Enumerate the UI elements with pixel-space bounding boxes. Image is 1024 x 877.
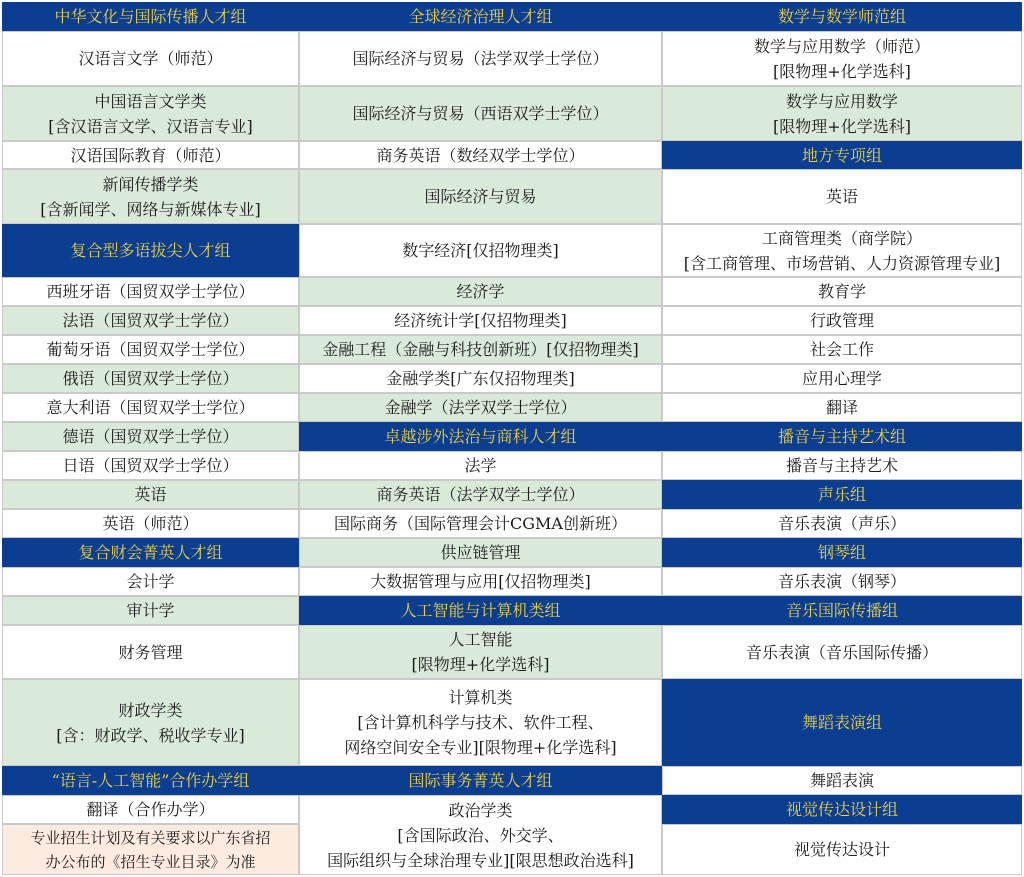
major-cell: 教育学 bbox=[662, 277, 1022, 306]
major-cell: 西班牙语（国贸双学士学位） bbox=[2, 277, 299, 306]
major-cell: 经济学 bbox=[299, 277, 662, 306]
major-cell: 国际商务（国际管理会计CGMA创新班） bbox=[299, 509, 662, 538]
major-cell: 国际经济与贸易（法学双学士学位） bbox=[299, 31, 662, 86]
major-cell: 国际经济与贸易（西语双学士学位） bbox=[299, 86, 662, 141]
major-cell: 审计学 bbox=[2, 596, 299, 625]
major-cell: 财政学类 [含：财政学、税收学专业] bbox=[2, 679, 299, 766]
major-cell: 行政管理 bbox=[662, 306, 1022, 335]
major-cell: 数学与应用数学 [限物理+化学选科] bbox=[662, 86, 1022, 141]
major-cell: 金融学类[广东仅招物理类] bbox=[299, 364, 662, 393]
major-cell: 英语 bbox=[2, 480, 299, 509]
major-cell: 英语（师范） bbox=[2, 509, 299, 538]
major-cell: 大数据管理与应用[仅招物理类] bbox=[299, 567, 662, 596]
major-cell: 视觉传达设计 bbox=[662, 824, 1022, 875]
major-cell: 翻译（合作办学） bbox=[2, 795, 299, 824]
major-cell: 翻译 bbox=[662, 393, 1022, 422]
major-cell: 政治学类 [含国际政治、外交学、 国际组织与全球治理专业][限思想政治选科] bbox=[299, 795, 662, 875]
major-cell: 数字经济[仅招物理类] bbox=[299, 224, 662, 277]
group-header: 舞蹈表演组 bbox=[662, 679, 1022, 766]
major-cell: 人工智能 [限物理+化学选科] bbox=[299, 625, 662, 679]
group-header: 数学与数学师范组 bbox=[662, 2, 1022, 31]
major-cell: 应用心理学 bbox=[662, 364, 1022, 393]
group-header: 卓越涉外法治与商科人才组 bbox=[299, 422, 662, 451]
major-cell: 经济统计学[仅招物理类] bbox=[299, 306, 662, 335]
major-cell: 音乐表演（钢琴） bbox=[662, 567, 1022, 596]
major-cell: 意大利语（国贸双学士学位） bbox=[2, 393, 299, 422]
major-cell: 德语（国贸双学士学位） bbox=[2, 422, 299, 451]
column-2 bbox=[299, 2, 662, 875]
group-header: “语言-人工智能”合作办学组 bbox=[2, 766, 299, 795]
group-header: 复合型多语拔尖人才组 bbox=[2, 224, 299, 277]
major-cell: 汉语言文学（师范） bbox=[2, 31, 299, 86]
major-cell: 商务英语（法学双学士学位） bbox=[299, 480, 662, 509]
major-cell: 数学与应用数学（师范） [限物理+化学选科] bbox=[662, 31, 1022, 86]
major-cell: 英语 bbox=[662, 169, 1022, 224]
major-cell: 商务英语（数经双学士学位） bbox=[299, 141, 662, 169]
major-cell: 中国语言文学类 [含汉语言文学、汉语言专业] bbox=[2, 86, 299, 141]
major-cell: 新闻传播学类 [含新闻学、网络与新媒体专业] bbox=[2, 169, 299, 224]
major-cell: 法语（国贸双学士学位） bbox=[2, 306, 299, 335]
enrollment-note: 专业招生计划及有关要求以广东省招 办公布的《招生专业目录》为准 bbox=[2, 824, 299, 875]
major-cell: 社会工作 bbox=[662, 335, 1022, 364]
major-cell: 法学 bbox=[299, 451, 662, 480]
major-cell: 国际经济与贸易 bbox=[299, 169, 662, 224]
group-header: 播音与主持艺术组 bbox=[662, 422, 1022, 451]
group-header: 中华文化与国际传播人才组 bbox=[2, 2, 299, 31]
major-cell: 金融学（法学双学士学位） bbox=[299, 393, 662, 422]
group-header: 声乐组 bbox=[662, 480, 1022, 509]
major-cell: 计算机类 [含计算机科学与技术、软件工程、 网络空间安全专业][限物理+化学选科] bbox=[299, 679, 662, 766]
group-header: 国际事务菁英人才组 bbox=[299, 766, 662, 795]
major-cell: 日语（国贸双学士学位） bbox=[2, 451, 299, 480]
major-cell: 会计学 bbox=[2, 567, 299, 596]
major-cell: 葡萄牙语（国贸双学士学位） bbox=[2, 335, 299, 364]
major-cell: 财务管理 bbox=[2, 625, 299, 679]
major-cell: 汉语国际教育（师范） bbox=[2, 141, 299, 169]
major-cell: 音乐表演（声乐） bbox=[662, 509, 1022, 538]
major-cell: 工商管理类（商学院） [含工商管理、市场营销、人力资源管理专业] bbox=[662, 224, 1022, 277]
major-cell: 音乐表演（音乐国际传播） bbox=[662, 625, 1022, 679]
group-header: 音乐国际传播组 bbox=[662, 596, 1022, 625]
column-3 bbox=[662, 2, 1022, 875]
group-header: 视觉传达设计组 bbox=[662, 795, 1022, 824]
group-header: 人工智能与计算机类组 bbox=[299, 596, 662, 625]
group-header: 钢琴组 bbox=[662, 538, 1022, 567]
major-cell: 舞蹈表演 bbox=[662, 766, 1022, 795]
major-cell: 金融工程（金融与科技创新班）[仅招物理类] bbox=[299, 335, 662, 364]
column-1 bbox=[2, 2, 299, 875]
group-header: 地方专项组 bbox=[662, 141, 1022, 169]
major-cell: 播音与主持艺术 bbox=[662, 451, 1022, 480]
major-cell: 供应链管理 bbox=[299, 538, 662, 567]
group-header: 全球经济治理人才组 bbox=[299, 2, 662, 31]
group-header: 复合财会菁英人才组 bbox=[2, 538, 299, 567]
major-cell: 俄语（国贸双学士学位） bbox=[2, 364, 299, 393]
